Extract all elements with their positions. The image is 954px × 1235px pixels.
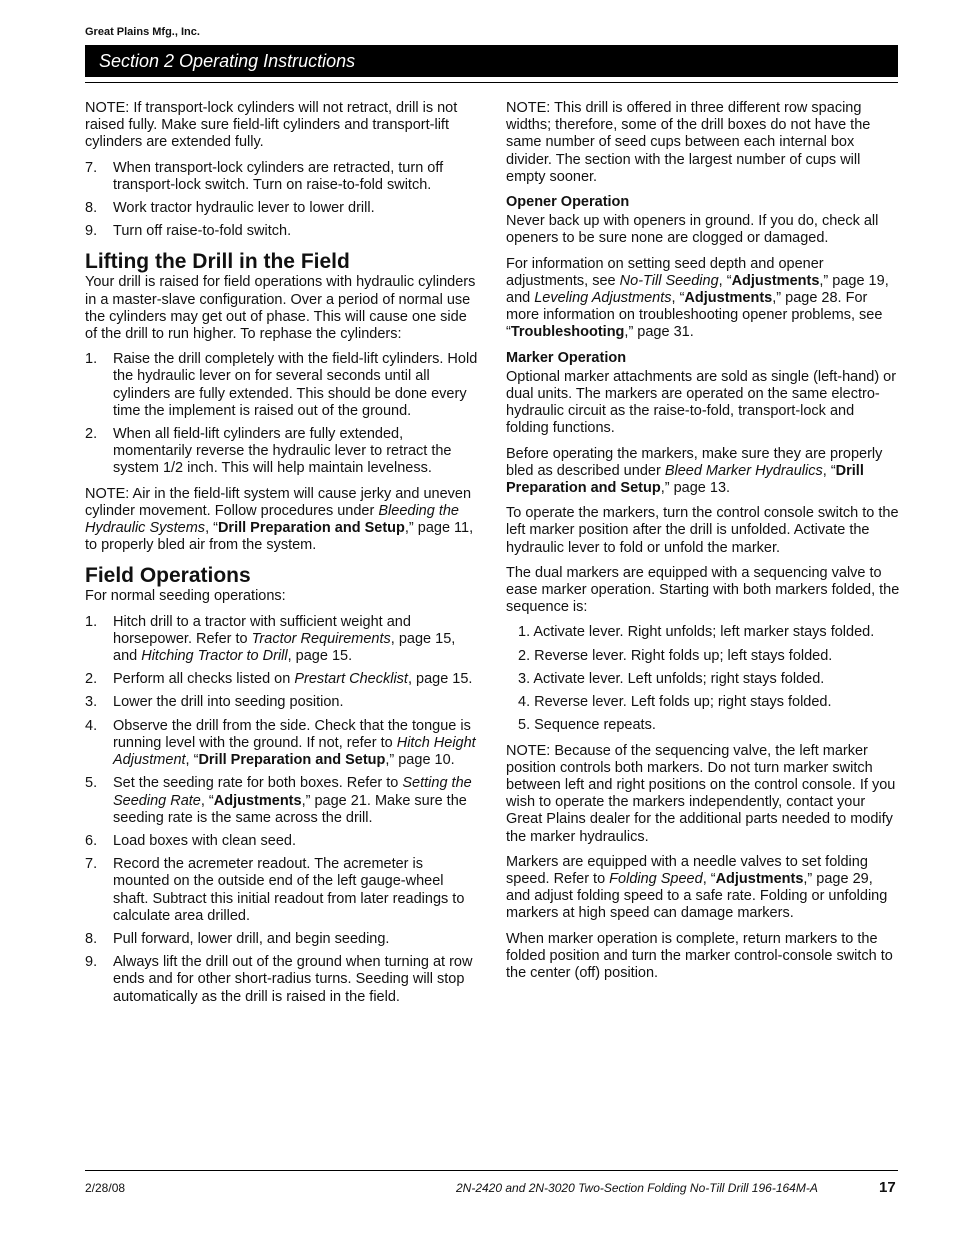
list-item: 3. Lower the drill into seeding position. xyxy=(85,694,344,711)
page-number: 17 xyxy=(879,1179,896,1196)
list-item: 4. Observe the drill from the side. Check that the tongue is running level with the ground. If not, refer to Hitch Height Adjustment, “Drill Preparation and Setup,” page 10. xyxy=(85,717,476,769)
lifting-intro: Your drill is raised for field operations with hydraulic cylinders in a master-slave configuration. Over a period of normal use the cylinders may get out of phase. This will cause one side of the drill to run higher. To rephase the cylinders: xyxy=(85,274,476,343)
list-item: 6. Load boxes with clean seed. xyxy=(85,832,296,849)
opener-paragraph-2: For information on setting seed depth and opener adjustments, see No-Till Seeding, “Adjustments,” page 19, and Leveling Adjustments, “Adjustments,” page 28. For more information on troubleshooting opener problems, see “Troubleshooting,” page 31. xyxy=(506,255,889,341)
heading-field-operations: Field Operations xyxy=(85,564,251,588)
list-item: 5. Set the seeding rate for both boxes. Refer to Setting the Seeding Rate, “Adjustments,” page 21. Make sure the seeding rate is the same across the drill. xyxy=(85,775,472,826)
note-transport-lock: NOTE: If transport-lock cylinders will not retract, drill is not raised fully. Make sure field-lift cylinders and transport-lift cylinders are extended fully. xyxy=(85,100,458,151)
footer-title: 2N-2420 and 2N-3020 Two-Section Folding No-Till Drill 196-164M-A xyxy=(456,1181,818,1195)
note-air-in-system: NOTE: Air in the field-lift system will cause jerky and uneven cylinder movement. Follow procedures under Bleeding the Hydraulic Systems, “Drill Preparation and Setup,” page 11, to properly bled air from the system. xyxy=(85,485,474,554)
field-intro: For normal seeding operations: xyxy=(85,588,286,605)
lifting-steps xyxy=(85,351,480,477)
list-item: 9. Turn off raise-to-fold switch. xyxy=(85,223,292,240)
steps-list-continued xyxy=(85,160,480,241)
heading-marker-operation: Marker Operation xyxy=(506,349,627,366)
list-item: 8. Pull forward, lower drill, and begin seeding. xyxy=(85,930,390,947)
marker-sequence-list xyxy=(506,624,900,734)
top-rule xyxy=(85,82,898,83)
list-item: 3. Activate lever. Left unfolds; right stays folded. xyxy=(518,670,825,687)
marker-paragraph-4: The dual markers are equipped with a sequencing valve to ease marker operation. Starting with both markers folded, the sequence is: xyxy=(506,564,900,616)
note-sequencing-valve: NOTE: Because of the sequencing valve, the left marker position controls both markers. Do not turn marker switch between left and right positions on the control console. If you wish to operate the markers independently, contact your Great Plains dealer for the additional parts needed to modify the marker hydraulics. xyxy=(506,742,896,845)
list-item: 1. Hitch drill to a tractor with sufficient weight and horsepower. Refer to Tractor Requirements, page 15, and Hitching Tractor to Drill, page 15. xyxy=(85,613,456,665)
note-row-spacing: NOTE: This drill is offered in three different row spacing widths; therefore, some of the drill boxes do not have the same number of seed cups between each internal box divider. The section with the largest number of cups will empty sooner. xyxy=(506,100,871,185)
marker-paragraph-2: Before operating the markers, make sure they are properly bled as described under Bleed Marker Hydraulics, “Drill Preparation and Setup,” page 13. xyxy=(506,445,883,497)
heading-opener-operation: Opener Operation xyxy=(506,194,630,211)
marker-paragraph-3: To operate the markers, turn the control console switch to the left marker position after the drill is unfolded. Activate the hydraulic lever to fold or unfold the marker. xyxy=(506,505,899,556)
marker-paragraph-6: When marker operation is complete, return markers to the folded position and turn the marker control-console switch to the center (off) position. xyxy=(506,930,893,981)
list-item: 2. Perform all checks listed on Prestart Checklist, page 15. xyxy=(85,671,473,688)
list-item: 8. Work tractor hydraulic lever to lower drill. xyxy=(85,200,375,217)
heading-lifting-drill: Lifting the Drill in the Field xyxy=(85,250,350,274)
list-item: 7. When transport-lock cylinders are retracted, turn off transport-lock switch. Turn on raise-to-fold switch. xyxy=(85,159,444,193)
field-steps xyxy=(85,614,480,1006)
right-column xyxy=(506,100,900,990)
list-item: 4. Reverse lever. Left folds up; right stays folded. xyxy=(518,694,832,711)
list-item: 1. Raise the drill completely with the field-lift cylinders. Hold the hydraulic lever on for several seconds until all cylinders are fully extended. This should be done every time the implement is raised out of the ground. xyxy=(85,351,478,419)
marker-paragraph-5: Markers are equipped with a needle valves to set folding speed. Refer to Folding Speed, “Adjustments,” page 29, and adjust folding speed to a safe rate. Folding or unfolding markers at high speed can damage markers. xyxy=(506,853,888,922)
section-header-bar: Section 2 Operating Instructions xyxy=(85,45,898,77)
company-name: Great Plains Mfg., Inc. xyxy=(85,26,200,38)
opener-paragraph-1: Never back up with openers in ground. If you do, check all openers to be sure none are clogged or damaged. xyxy=(506,213,879,247)
footer-date: 2/28/08 xyxy=(85,1181,126,1195)
list-item: 5. Sequence repeats. xyxy=(518,717,656,734)
list-item: 1. Activate lever. Right unfolds; left marker stays folded. xyxy=(518,624,875,641)
list-item: 9. Always lift the drill out of the ground when turning at row ends and for other short-radius turns. Seeding will stop automatically as the drill is raised in the field. xyxy=(85,954,473,1005)
list-item: 2. Reverse lever. Right folds up; left stays folded. xyxy=(518,647,833,664)
list-item: 7. Record the acremeter readout. The acremeter is mounted on the outside end of the left gauge-wheel shaft. Subtract this initial readout from later readings to calculate area drilled. xyxy=(85,856,465,924)
marker-paragraph-1: Optional marker attachments are sold as single (left-hand) or dual units. The markers are operated on the same electro-hydraulic circuit as the raise-to-fold, transport-lock and folding functions. xyxy=(506,368,897,437)
bottom-rule xyxy=(85,1170,898,1171)
left-column xyxy=(85,100,480,1014)
list-item: 2. When all field-lift cylinders are fully extended, momentarily reverse the hydraulic lever to retract the system 1/2 inch. This will help maintain levelness. xyxy=(85,426,452,477)
